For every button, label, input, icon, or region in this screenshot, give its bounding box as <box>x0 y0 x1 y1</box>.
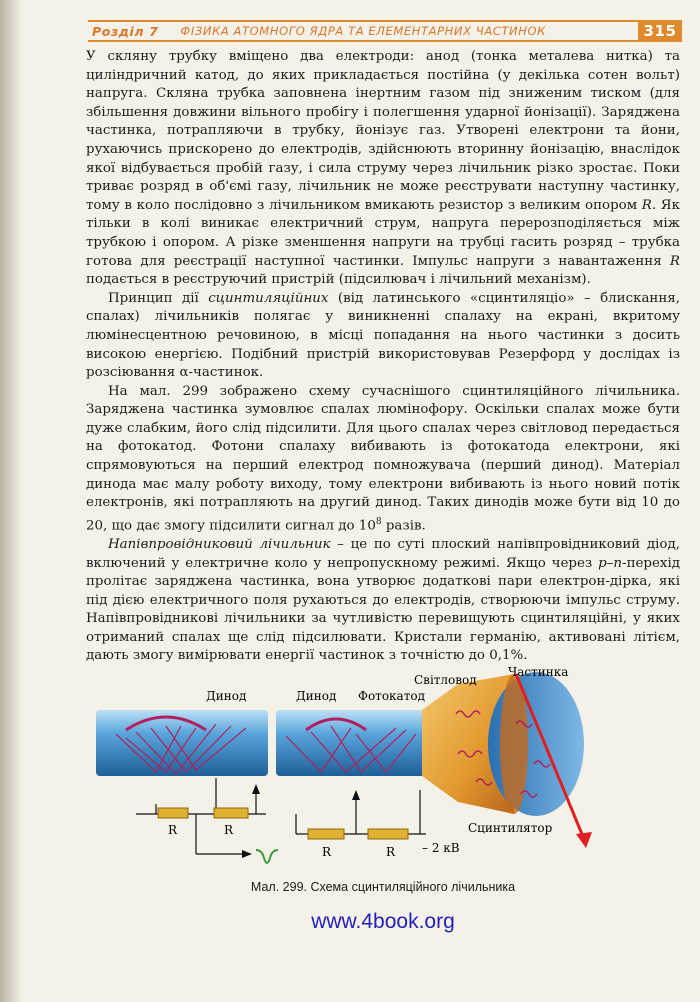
particle-arrowhead <box>576 832 592 848</box>
resistor-3-label: R <box>322 845 332 859</box>
scintillation-counter-figure <box>96 664 620 884</box>
watermark-link[interactable]: www.4book.org <box>311 910 455 933</box>
paragraph-semiconductor: Напівпровідниковий лічильник – це по суті плоский напівпровідниковий діод, включений у електричне коло у непропускному режимі. Якщо через p–n-перехід пролітає заряджена частинка, вона утворює додаткові пари електрон-дірка, які під дією електричного поля рухаються до електродів, створюючи імпульс струму. Напівпровідникові лічильники за чутливістю перевищують сцинтиляційні, у яких отриманий спалах ще слід підсилювати. Кристали германію, активовані літієм, дають змогу вимірювати енергії частинок з точністю до 0,1%. <box>86 536 680 664</box>
voltage-label: – 2 кВ <box>422 841 460 855</box>
resistor-4-label: R <box>386 845 396 859</box>
resistor-2 <box>214 808 248 818</box>
output-pulse <box>256 850 278 863</box>
body-text <box>86 48 680 666</box>
label-scintillator: Сцинтилятор <box>468 821 553 835</box>
resistor-3 <box>308 829 344 839</box>
paragraph-scintillation: Принцип дії сцинтиляційних (від латинського «сцинтиляціо» – блискання, спалах) лічильників полягає у виникненні спалаху на екрані, вкритому люмінесцентною речовиною, в місці попадання на нього частинки з досить високою енергією. Подібний пристрій використовував Резерфорд у дослідах із розсіювання α-частинок. <box>86 290 680 381</box>
page-binding-edge <box>0 0 22 1002</box>
figure-caption: Мал. 299. Схема сцинтиляційного лічильника <box>250 880 516 894</box>
chapter-topic: ФІЗИКА АТОМНОГО ЯДРА ТА ЕЛЕМЕНТАРНИХ ЧАСТИНОК <box>180 24 546 38</box>
counter-diagram <box>96 664 620 884</box>
paragraph-geiger: У скляну трубку вміщено два електроди: анод (тонка металева нитка) та циліндричний катод, до яких прикладається постійна (у декілька сотен вольт) напруга. Скляна трубка заповнена інертним газом під зниженим тиском (для збільшення довжини вільного пробігу і полегшення ударної йонізації). Заряджена частинка, потрапляючи в трубку, йонізує газ. Утворені електрони та йони, рухаючись прискорено до електродів, здійснюють вторинну йонізацію, внаслідок якої відбувається пробій газу, і сила струму через лічильник різко зростає. Поки триває розряд в об'ємі газу, лічильник не може реєструвати наступну частинку, тому в коло послідовно з лічильником вмикають резистор з великим опором R. Як тільки в колі виникає електричний струм, напруга перерозподіляється між трубкою і опором. А різке зменшення напруги на трубці гасить розряд – трубка готова для реєстрації наступної частинки. Імпульс напруги з навантаження R подається в реєструючий пристрій (підсилювач і лічильний механізм). <box>86 49 680 288</box>
section-label: Розділ 7 <box>92 23 159 39</box>
label-particle: Частинка <box>508 665 569 679</box>
resistor-1-label: R <box>168 823 178 837</box>
page-number: 315 <box>638 20 682 42</box>
circuit-right <box>296 790 426 834</box>
output-arrow-right <box>352 790 360 800</box>
output-arrow-left <box>252 784 260 794</box>
tube-segment-right <box>276 710 426 776</box>
label-dynode-1: Динод <box>206 689 247 703</box>
page-header <box>88 20 682 42</box>
label-lightguide: Світловод <box>414 673 477 687</box>
resistor-2-label: R <box>224 823 234 837</box>
label-photocathode: Фотокатод <box>358 689 425 703</box>
signal-arrow <box>242 850 252 858</box>
label-dynode-2: Динод <box>296 689 337 703</box>
resistor-1 <box>158 808 188 818</box>
paragraph-figure-description: На мал. 299 зображено схему сучаснішого сцинтиляційного лічильника. Заряджена частинка зумовлює спалах люмінофору. Оскільки спалах може бути дуже слабким, його слід підсилити. Для цього спалах через світловод передається на фотокатод. Фотони спалаху вибивають із фотокатода електрони, які спрямовуються на перший електрод помножувача (перший динод). Матеріал динода має малу роботу виходу, тому електрони вибивають із нього новий потік електронів, які потрапляють на другий динод. Таких динодів може бути від 10 до 20, що дає змогу підсилити сигнал до $10^8$ разів. <box>86 383 680 534</box>
resistor-4 <box>368 829 408 839</box>
